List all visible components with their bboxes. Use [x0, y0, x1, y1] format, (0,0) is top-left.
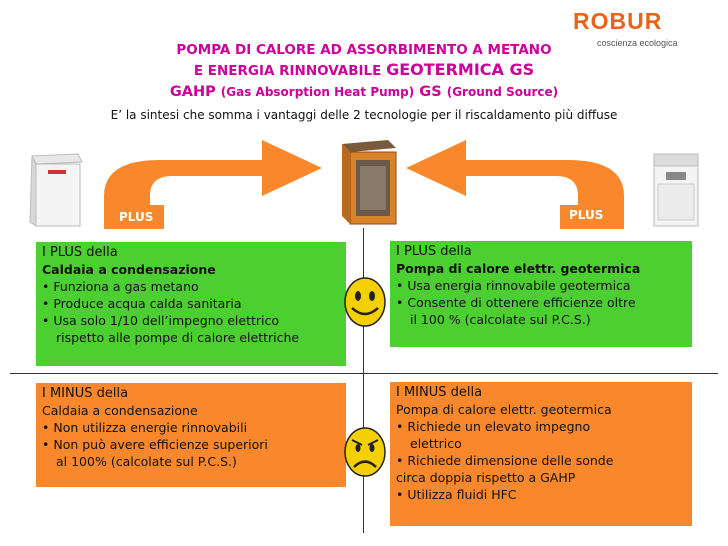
plus-geothermal-head: I PLUS della — [396, 244, 472, 259]
minus-geothermal-head: I MINUS della — [396, 385, 483, 400]
plus-condensing-item-2: • Produce acqua calda sanitaria — [42, 296, 242, 311]
plus-geothermal-item-1: • Usa energia rinnovabile geotermica — [396, 278, 631, 293]
plus-geothermal-subject: Pompa di calore elettr. geotermica — [396, 261, 641, 276]
subtitle: E’ la sintesi che somma i vantaggi delle 2 tecnologie per il riscaldamento più diffuse — [110, 108, 618, 122]
title-gahp: GAHP — [169, 84, 216, 100]
frowning-face-icon — [343, 426, 387, 478]
plus-condensing-item-3: • Usa solo 1/10 dell’impegno elettrico — [42, 313, 280, 328]
left-arrow — [104, 140, 322, 212]
minus-geothermal-box — [390, 382, 692, 526]
minus-geothermal-subject: Pompa di calore elettr. geotermica — [396, 402, 612, 417]
plus-label-right: PLUS — [569, 208, 604, 222]
minus-condensing-box — [36, 383, 346, 487]
title-line-2-pre: E ENERGIA RINNOVABILE — [193, 63, 382, 79]
condensing-boiler-image — [18, 152, 88, 230]
minus-geothermal-item-3: • Utilizza fluidi HFC — [396, 487, 517, 502]
right-arrow — [406, 140, 624, 212]
plus-condensing-item-1: • Funziona a gas metano — [42, 279, 199, 294]
logo-tagline: coscienza ecologica — [597, 38, 678, 48]
title-gahp-desc: (Gas Absorption Heat Pump) — [220, 85, 415, 99]
geothermal-heat-pump-image — [644, 150, 708, 230]
title-gs-desc: (Ground Source) — [446, 85, 559, 99]
plus-condensing-head: I PLUS della — [42, 245, 118, 260]
minus-condensing-subject: Caldaia a condensazione — [42, 403, 198, 418]
minus-geothermal-item-2-cont: circa doppia rispetto a GAHP — [396, 470, 576, 485]
minus-condensing-item-2-cont: al 100% (calcolate sul P.C.S.) — [56, 454, 237, 469]
minus-condensing-head: I MINUS della — [42, 386, 129, 401]
plus-geothermal-item-2: • Consente di ottenere efficienze oltre — [396, 295, 636, 310]
minus-geothermal-item-1: • Richiede un elevato impegno — [396, 419, 591, 434]
plus-condensing-subject: Caldaia a condensazione — [42, 262, 216, 277]
minus-geothermal-item-2: • Richiede dimensione delle sonde — [396, 453, 614, 468]
gahp-unit-image — [334, 136, 404, 228]
plus-condensing-box — [36, 242, 346, 366]
logo-brand: ROBUR — [573, 8, 663, 34]
title-line-1: POMPA DI CALORE AD ASSORBIMENTO A METANO — [176, 42, 552, 58]
minus-condensing-item-2: • Non può avere efficienze superiori — [42, 437, 268, 452]
smiley-face-icon — [343, 276, 387, 328]
plus-condensing-item-3-cont: rispetto alle pompe di calore elettriche — [56, 330, 300, 345]
minus-condensing-item-1: • Non utilizza energie rinnovabili — [42, 420, 248, 435]
plus-geothermal-box — [390, 241, 692, 347]
title-line-2-emph: GEOTERMICA GS — [386, 60, 535, 79]
minus-geothermal-item-1-cont: elettrico — [410, 436, 462, 451]
plus-label-left: PLUS — [119, 210, 154, 224]
horizontal-divider — [10, 373, 718, 374]
plus-geothermal-item-2-cont: il 100 % (calcolate sul P.C.S.) — [410, 312, 591, 327]
vertical-divider — [363, 228, 364, 533]
title-gs: GS — [419, 84, 442, 100]
